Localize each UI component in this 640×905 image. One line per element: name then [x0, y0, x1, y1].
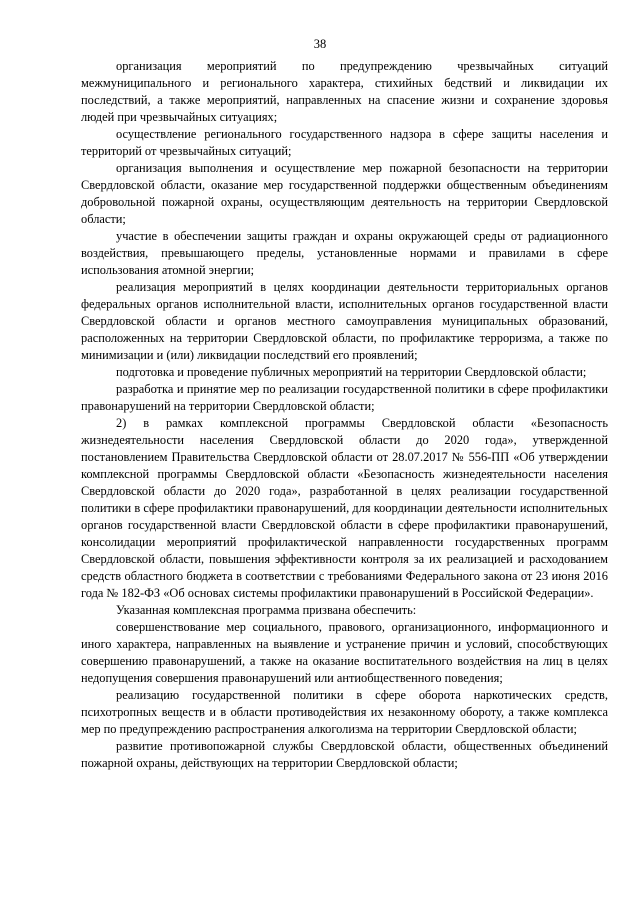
- paragraph: осуществление регионального государственного надзора в сфере защиты населения и территорий от чрезвычайных ситуаций;: [81, 127, 608, 158]
- paragraph: организация мероприятий по предупреждению чрезвычайных ситуаций межмуниципального и регионального характера, стихийных бедствий и ликвидации их последствий, а также мероприятий, направленных на спасение жизни и сохранение здоровья людей при чрезвычайных ситуациях;: [81, 59, 608, 124]
- paragraph: Указанная комплексная программа призвана обеспечить:: [116, 603, 417, 617]
- paragraph: реализация мероприятий в целях координации деятельности территориальных органов федеральных органов исполнительной власти, исполнительных органов государственной власти Свердловской области и органов местного самоуправления муниципальных образований, расположенных на территории Свердловской области, по профилактике терроризма, а также по минимизации и (или) ликвидации последствий его проявлений;: [81, 280, 608, 362]
- document-body: [81, 58, 608, 772]
- page-number: 38: [313, 37, 327, 51]
- paragraph: подготовка и проведение публичных мероприятий на территории Свердловской области;: [116, 365, 587, 379]
- paragraph: развитие противопожарной службы Свердловской области, общественных объединений пожарной охраны, действующих на территории Свердловской области;: [81, 739, 608, 770]
- paragraph: участие в обеспечении защиты граждан и охраны окружающей среды от радиационного воздействия, превышающего пределы, установленные нормами и правилами в сфере использования атомной энергии;: [81, 229, 608, 277]
- paragraph: организация выполнения и осуществление мер пожарной безопасности на территории Свердловской области, оказание мер государственной поддержки общественным объединениям добровольной пожарной охраны, осуществляющим деятельность на территории Свердловской области;: [81, 161, 608, 226]
- paragraph: реализацию государственной политики в сфере оборота наркотических средств, психотропных веществ и в области противодействия их незаконному обороту, а также комплекса мер по предупреждению распространения алкоголизма на территории Свердловской области;: [81, 688, 608, 736]
- paragraph: 2) в рамках комплексной программы Свердловской области «Безопасность жизнедеятельности населения Свердловской области до 2020 года», утвержденной постановлением Правительства Свердловской области от 28.07.2017 № 556-ПП «Об утверждении комплексной программы Свердловской области «Безопасность жизнедеятельности населения Свердловской области до 2020 года», разработанной в целях реализации государственной политики в сфере профилактики правонарушений, для координации деятельности исполнительных органов государственной власти Свердловской области в сфере профилактики правонарушений, консолидации мероприятий профилактической направленности государственных программ Свердловской области, повышения эффективности контроля за их реализацией и расходованием средств областного бюджета в соответствии с требованиями Федерального закона от 23 июня 2016 года № 182-ФЗ «Об основах системы профилактики правонарушений в Российской Федерации».: [81, 416, 608, 600]
- paragraph: совершенствование мер социального, правового, организационного, информационного и иного характера, направленных на выявление и устранение причин и условий, способствующих совершению правонарушений, а также на оказание воспитательного воздействия на лиц в целях недопущения совершения правонарушений или антиобщественного поведения;: [81, 620, 608, 685]
- paragraph: разработка и принятие мер по реализации государственной политики в сфере профилактики правонарушений на территории Свердловской области;: [81, 382, 608, 413]
